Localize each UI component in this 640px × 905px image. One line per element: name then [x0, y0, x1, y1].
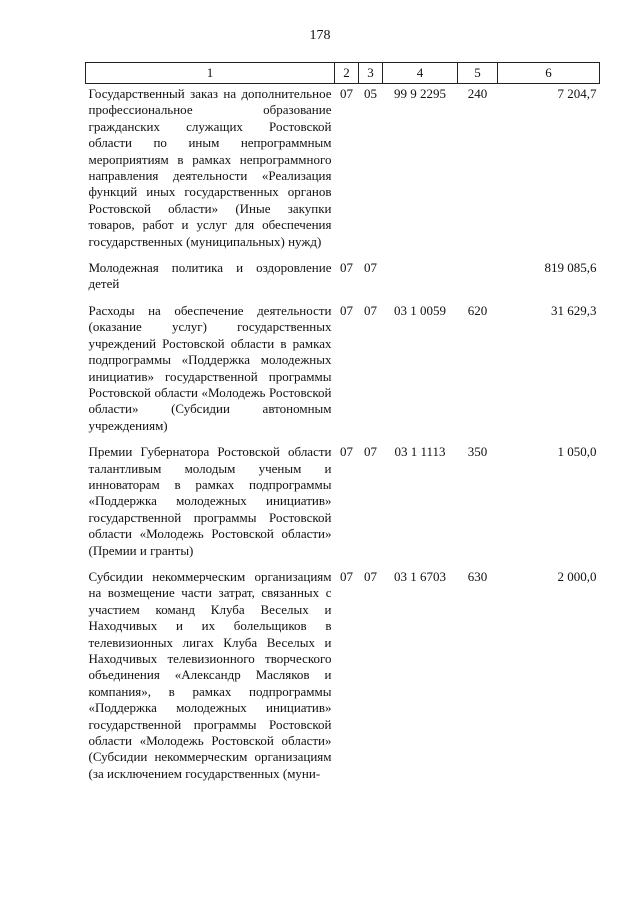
row-section: 07	[340, 260, 353, 276]
row-subsection: 07	[364, 444, 377, 460]
row-subsection: 07	[364, 260, 377, 276]
table-row	[86, 303, 600, 444]
row-section: 07	[340, 302, 353, 318]
table-row	[86, 569, 600, 792]
row-target-article: 03 1 1113	[394, 444, 446, 460]
row-expense-type: 240	[467, 86, 488, 101]
row-amount: 7 204,7	[557, 86, 597, 101]
row-expense-type: 630	[467, 568, 488, 584]
row-name: Расходы на обеспечение деятельности (оказание услуг) государственных учреждений Ростовской области в рамках подпрограммы «Поддержка молодежных инициатив» государственной программы Ростовской области «Молодежь Ростовской области» (Субсидии автономным учреждениям)	[88, 302, 332, 433]
header-col-3: 3	[359, 63, 383, 84]
row-section: 07	[340, 444, 353, 460]
row-section: 07	[340, 568, 353, 584]
page-number: 178	[309, 28, 331, 43]
header-col-2: 2	[335, 63, 359, 84]
row-amount: 819 085,6	[544, 260, 597, 276]
row-name: Премии Губернатора Ростовской области талантливым молодым ученым и инноваторам в рамках подпрограммы «Поддержка молодежных инициатив» государственной программы Ростовской области «Молодежь Ростовской области» (Премии и гранты)	[88, 444, 332, 558]
row-name: Молодежная политика и оздоровление детей	[88, 260, 332, 292]
row-target-article: 03 1 0059	[394, 302, 446, 318]
row-expense-type: 620	[467, 302, 488, 318]
row-amount: 2 000,0	[557, 568, 597, 584]
row-name: Государственный заказ на дополнительное профессиональное образование гражданских служащих Ростовской области по иным непрограммным мероприятиям в рамках непрограммного направления деятельности «Реализация функций иных государственных органов Ростовской области» (Иные закупки товаров, работ и услуг для обеспечения государственных (муниципальных) нужд)	[88, 86, 332, 249]
row-subsection: 05	[364, 86, 377, 101]
table-row	[86, 84, 600, 261]
header-col-4: 4	[383, 63, 458, 84]
row-name: Субсидии некоммерческим организациям на возмещение части затрат, связанных с участием команд Клуба Веселых и Находчивых и их болельщиков в телевизионных лигах Клуба Веселых и Находчивых телевизионного творческого объединения «Александр Масляков и компания», в рамках подпрограммы «Поддержка молодежных инициатив» государственной программы Ростовской области «Молодежь Ростовской области» (Субсидии некоммерческим организациям (за исключением государственных (муни-	[88, 568, 332, 781]
row-subsection: 07	[364, 568, 377, 584]
row-expense-type	[458, 260, 498, 303]
header-col-1: 1	[86, 63, 335, 84]
row-amount: 1 050,0	[557, 444, 597, 460]
table-row	[86, 260, 600, 303]
row-target-article: 03 1 6703	[394, 568, 446, 584]
row-subsection: 07	[364, 302, 377, 318]
budget-table	[85, 62, 600, 792]
table-row	[86, 444, 600, 569]
header-col-5: 5	[458, 63, 498, 84]
row-amount: 31 629,3	[551, 302, 597, 318]
row-target-article	[383, 260, 458, 303]
row-target-article: 99 9 2295	[394, 86, 446, 101]
table-header-row	[86, 63, 600, 84]
row-section: 07	[340, 86, 353, 101]
header-col-6: 6	[498, 63, 600, 84]
row-expense-type: 350	[467, 444, 488, 460]
